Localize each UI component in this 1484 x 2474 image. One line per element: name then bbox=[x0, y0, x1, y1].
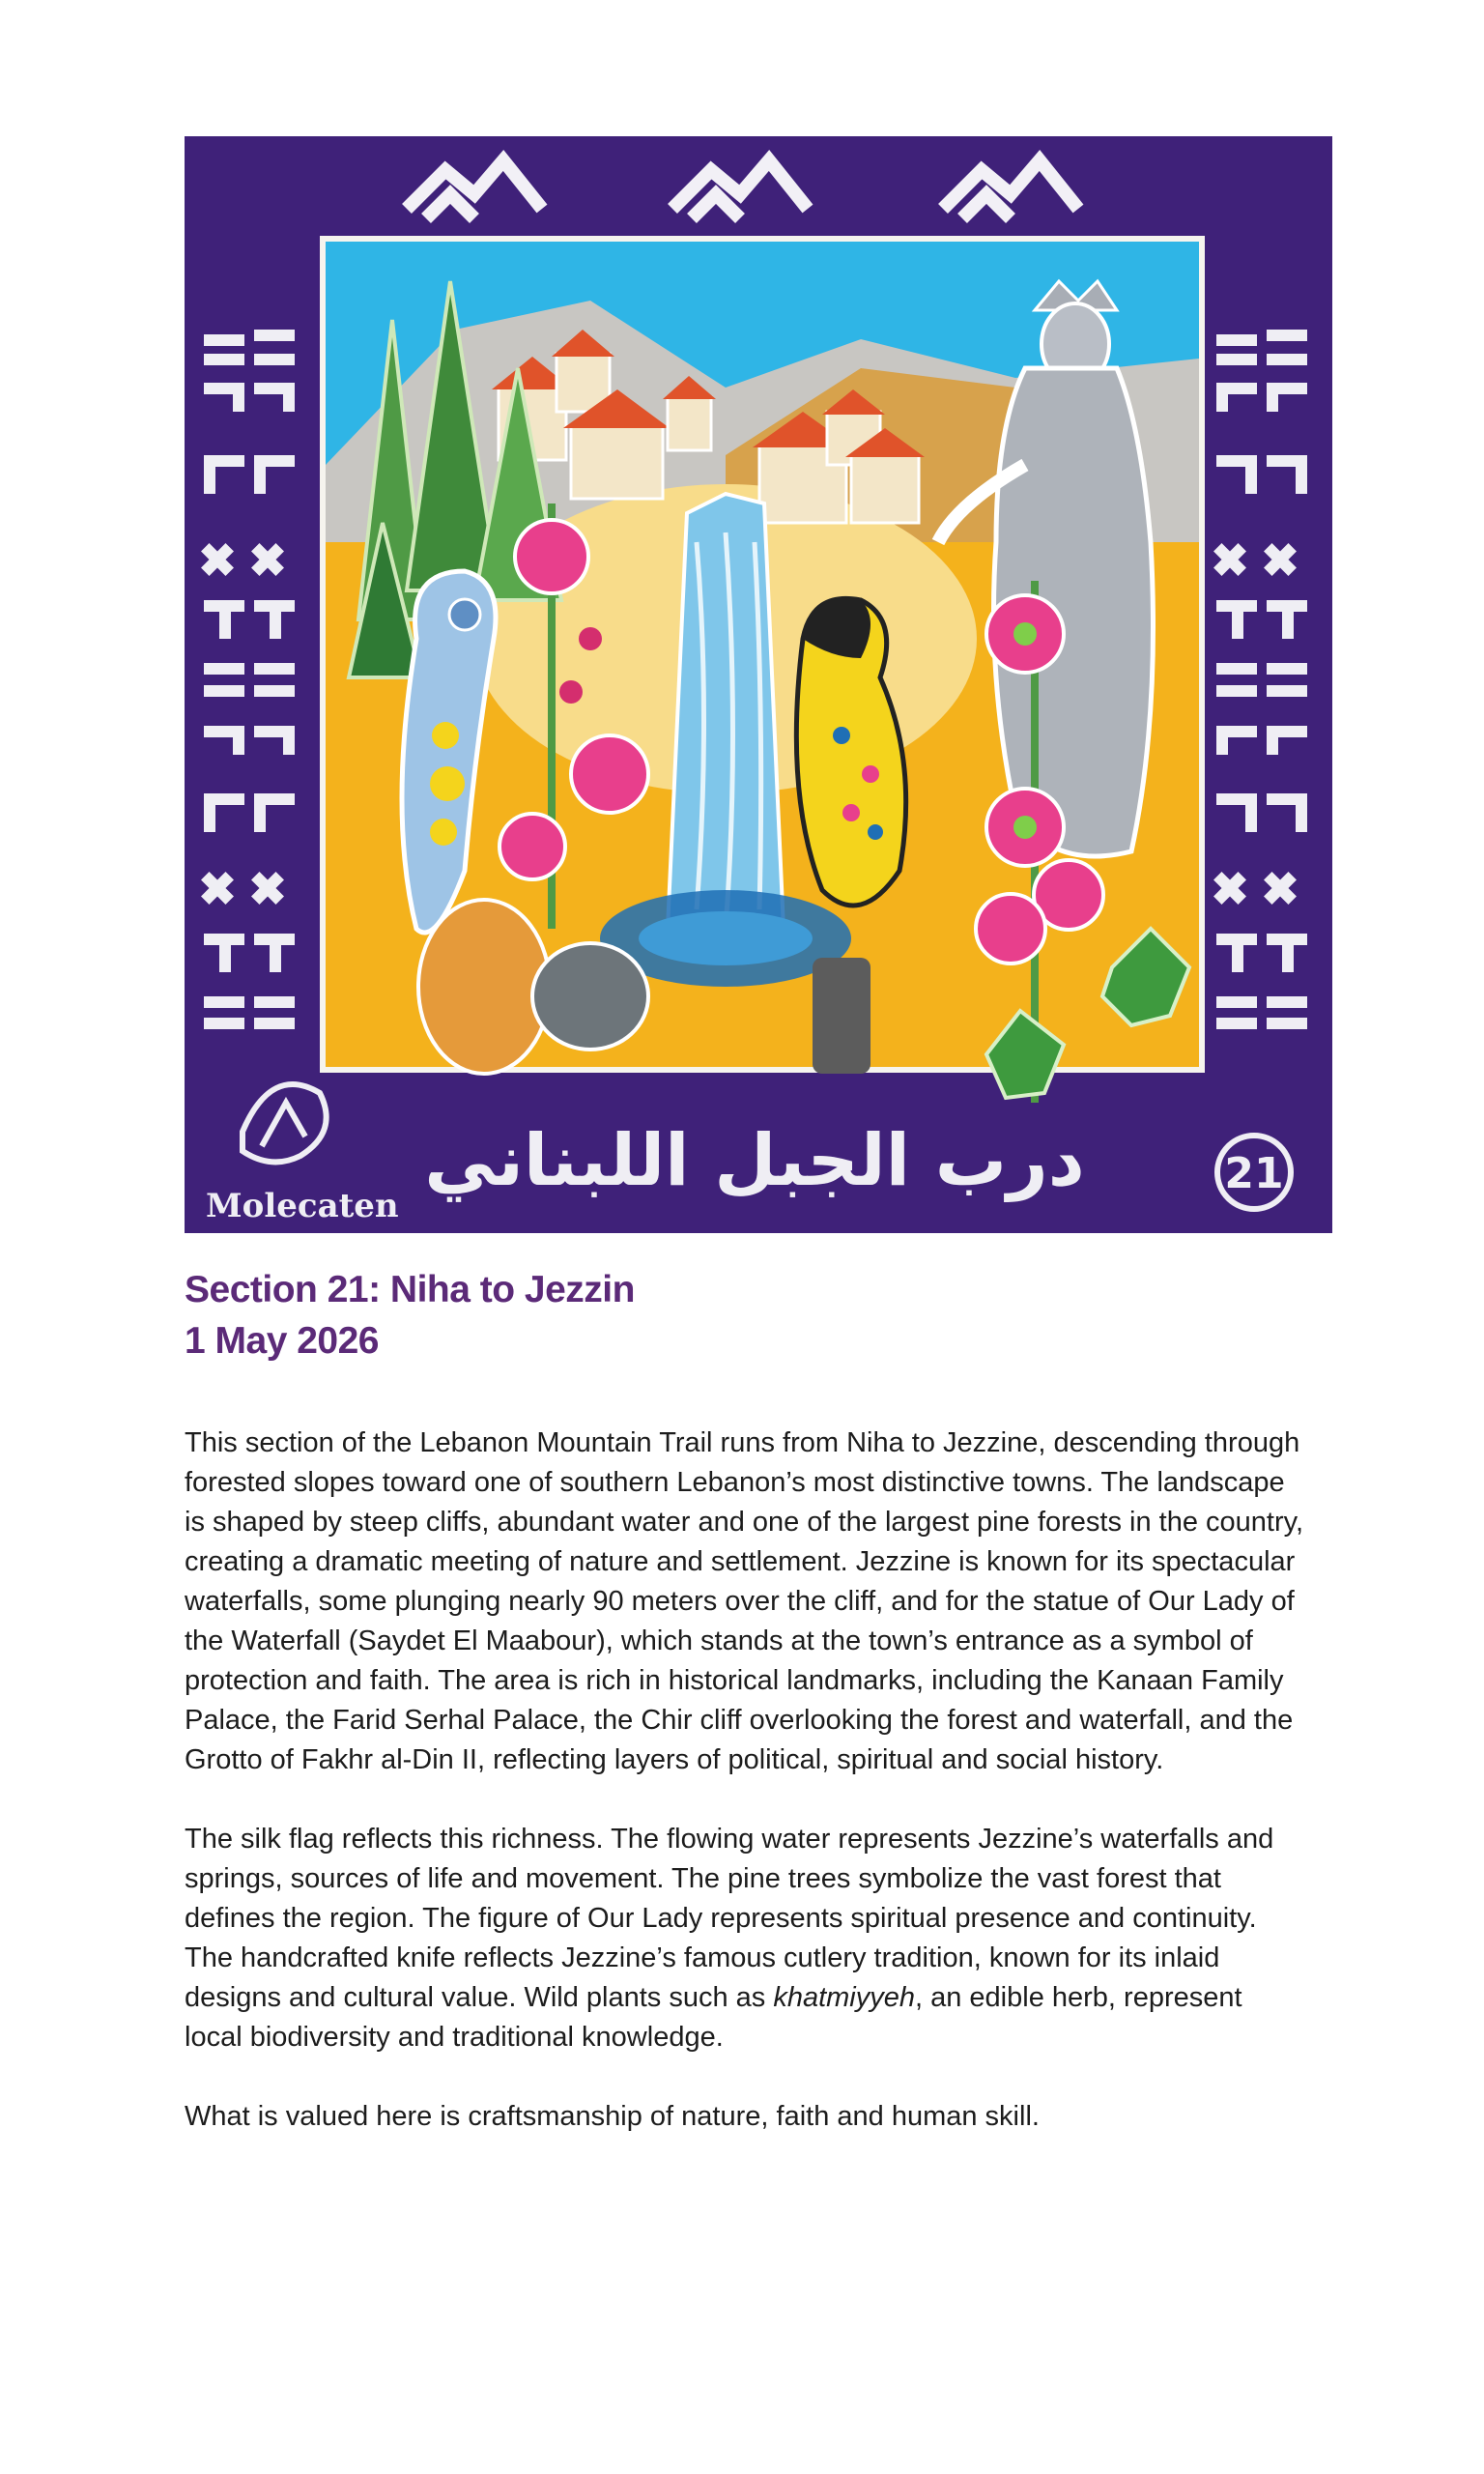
section-date: 1 May 2026 bbox=[185, 1320, 379, 1362]
paragraph-2-end: , an edible herb, represent local biodiversity and traditional knowledge. bbox=[185, 1982, 1242, 2053]
pine-cone bbox=[418, 900, 550, 1074]
paragraph-2-start: The silk flag reflects this richness. The flowing water represents Jezzine’s waterfalls and springs, sources of life and movement. The pine trees symbolize the vast forest that defines the region. The figure of Our Lady represents spiritual presence and continuity. The handcrafted knife reflects Jezzine’s famous cutlery tradition, known for its inlaid designs and cultural value. Wild plants such as bbox=[185, 1824, 1274, 2013]
section-heading bbox=[185, 1264, 1332, 1366]
silk-flag-image bbox=[185, 136, 1332, 1233]
flag-arabic-title: درب الجبل اللبناني bbox=[424, 1119, 1085, 1202]
khatmiyyeh-term: khatmiyyeh bbox=[773, 1982, 915, 2013]
molecaten-brand-text: Molecaten bbox=[206, 1187, 399, 1225]
section-title: Section 21: Niha to Jezzin bbox=[185, 1269, 635, 1310]
paragraph-3: What is valued here is craftsmanship of nature, faith and human skill. bbox=[185, 2101, 1040, 2132]
paragraph-2 bbox=[185, 1820, 1305, 2057]
paragraph-1: This section of the Lebanon Mountain Trail runs from Niha to Jezzine, descending through forested slopes toward one of southern Lebanon’s most distinctive towns. The landscape is shaped by steep cliffs, abundant water and one of the largest pine forests in the country, creating a dramatic meeting of nature and settlement. Jezzine is known for its spectacular waterfalls, some plunging nearly 90 meters over the cliff, and for the statue of Our Lady of the Waterfall (Saydet El Maabour), which stands at the town’s entrance as a symbol of protection and faith. The area is rich in historical landmarks, including the Kanaan Family Palace, the Farid Serhal Palace, the Chir cliff overlooking the forest and waterfall, and the Grotto of Fakhr al-Din II, reflecting layers of political, spiritual and social history. bbox=[185, 1427, 1304, 1775]
section-badge-number: 21 bbox=[1224, 1149, 1284, 1198]
article-body bbox=[185, 1424, 1305, 2176]
